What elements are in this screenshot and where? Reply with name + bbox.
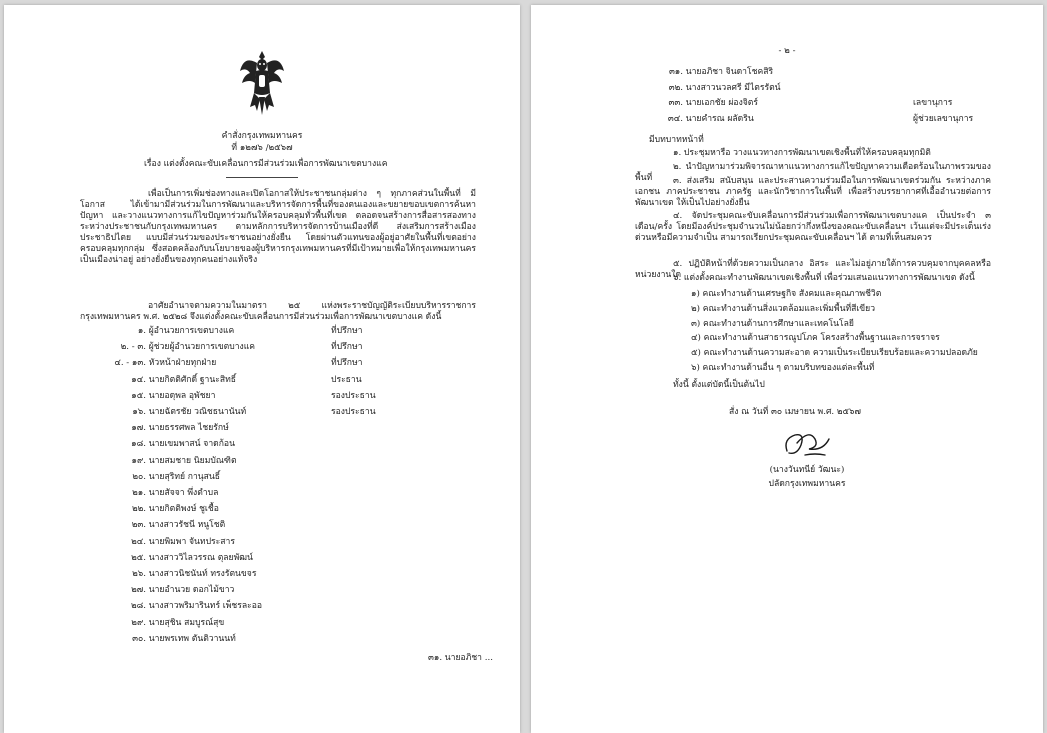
member-row bbox=[80, 537, 235, 548]
member-name: นายเขมพาสน์ จาดก้อน bbox=[148, 439, 235, 450]
member-name: นางสาวนวลศรี มีไตรรัตน์ bbox=[685, 82, 781, 93]
duties-title: มีบทบาทหน้าที่ bbox=[649, 135, 704, 145]
effective-statement: ทั้งนี้ ตั้งแต่บัดนี้เป็นต้นไป bbox=[673, 380, 765, 390]
member-name: นายอดุพล อุพัชยา bbox=[148, 390, 216, 401]
member-role: ผู้ช่วยเลขานุการ bbox=[913, 113, 974, 124]
member-number: ๒๑. bbox=[132, 488, 146, 498]
duty-item: ๔. จัดประชุมคณะขับเคลื่อนการมีส่วนร่วมเพื่อการพัฒนาเขตบางแค เป็นประจำ ๓ เดือน/ครั้ง โดยมีองค์ประชุมจำนวนไม่น้อยกว่ากึ่งหนึ่งของคณะขับเคลื่อนฯ เว้นแต่จะมีประเด็นเร่งด่วนหรือมีความจำเป็น สามารถเรียกประชุมคณะขับเคลื่อนฯ ได้ ตามที่เห็นสมควร bbox=[635, 211, 991, 243]
member-name: นายธรรศพล ไชยรักษ์ bbox=[148, 423, 229, 434]
member-row bbox=[80, 472, 220, 483]
member-name: นายพิมพา จันทประสาร bbox=[148, 536, 235, 547]
member-role: ประธาน bbox=[331, 374, 362, 385]
signature-icon bbox=[779, 425, 835, 461]
member-role: ที่ปรึกษา bbox=[331, 342, 363, 353]
working-group-item: ๔) คณะทำงานด้านสาธารณูปโภค โครงสร้างพื้นฐานและการจราจร bbox=[691, 333, 940, 344]
member-role: รองประธาน bbox=[331, 407, 376, 417]
member-name: นายสุริทย์ กานุสนธิ์ bbox=[148, 471, 221, 482]
duty-item: ๕. ปฏิบัติหน้าที่ด้วยความเป็นกลาง อิสระ และไม่อยู่ภายใต้การควบคุมจากบุคคลหรือหน่วยงานใด bbox=[635, 259, 991, 280]
signer-name: (นางวันทนีย์ วัฒนะ) bbox=[769, 465, 845, 475]
duty-item: ๒. นำปัญหามาร่วมพิจารณาหาแนวทางการแก้ไขปัญหาความเดือดร้อนในภาพรวมของพื้นที่ bbox=[635, 162, 991, 183]
working-group-item: ๖) คณะทำงานด้านอื่น ๆ ตามบริบทของแต่ละพื้นที่ bbox=[691, 363, 875, 373]
member-row bbox=[80, 374, 362, 386]
signer-title: ปลัดกรุงเทพมหานคร bbox=[768, 479, 846, 489]
member-row bbox=[80, 342, 363, 353]
working-group-item: ๒) คณะทำงานด้านสิ่งแวดล้อมและเพิ่มพื้นที่สีเขียว bbox=[691, 303, 876, 314]
garuda-emblem-icon bbox=[238, 49, 286, 119]
member-row bbox=[80, 456, 237, 467]
member-name: นางสาวรัชนี หนูโชติ bbox=[148, 520, 226, 531]
member-name: นายอำนวย ดอกไม้ขาว bbox=[148, 585, 235, 596]
member-number: ๑๘. bbox=[131, 439, 146, 450]
member-name: นางสาวนิชนันท์ ทรงรัตนขจร bbox=[148, 569, 257, 579]
member-number: ๒๒. bbox=[131, 504, 146, 515]
member-row bbox=[80, 423, 229, 434]
member-role: รองประธาน bbox=[331, 390, 376, 401]
member-number: ๑. bbox=[137, 326, 146, 336]
member-number: ๒๙. bbox=[131, 617, 146, 628]
order-subject: เรื่อง แต่งตั้งคณะขับเคลื่อนการมีส่วนร่วมเพื่อการพัฒนาเขตบางแค bbox=[144, 159, 388, 169]
member-name: ผู้อำนวยการเขตบางแค bbox=[148, 326, 235, 336]
member-name: นางสาววิไลวรรณ ตุลยพัฒน์ bbox=[148, 552, 253, 563]
member-number: ๑๕. bbox=[131, 390, 146, 401]
authority-paragraph: อาศัยอำนาจตามความในมาตรา ๒๕ แห่งพระราชบัญญัติระเบียบบริหารราชการกรุงเทพมหานคร พ.ศ. ๒๕๒๘ จึงแต่งตั้งคณะขับเคลื่อนการมีส่วนร่วมเพื่อการพัฒนาเขตบางแค ดังนี้ bbox=[80, 301, 476, 322]
member-number: ๑๙. bbox=[131, 455, 146, 466]
member-role: ที่ปรึกษา bbox=[331, 358, 363, 369]
member-row bbox=[613, 67, 773, 78]
member-name: หัวหน้าฝ่ายทุกฝ่าย bbox=[148, 358, 217, 369]
member-row bbox=[80, 390, 376, 402]
member-row bbox=[80, 520, 225, 531]
member-number: ๒๓. bbox=[131, 520, 146, 531]
member-row bbox=[80, 504, 219, 515]
member-number: ๑๔. bbox=[131, 374, 146, 385]
page-number: - ๒ - bbox=[778, 46, 796, 56]
order-date: สั่ง ณ วันที่ ๓๐ เมษายน พ.ศ. ๒๕๖๗ bbox=[729, 407, 861, 417]
member-number: ๒. - ๓. bbox=[120, 342, 146, 353]
member-row bbox=[80, 326, 363, 337]
member-number: ๓๔. bbox=[667, 113, 683, 124]
member-name: นางสาวพริมารินทร์ เพ็ชรละออ bbox=[148, 601, 263, 612]
member-number: ๓๐. bbox=[132, 633, 146, 644]
member-row bbox=[80, 439, 235, 450]
member-row bbox=[80, 569, 256, 580]
member-row bbox=[613, 113, 974, 125]
member-number: ๒๖. bbox=[132, 569, 146, 579]
member-row bbox=[80, 488, 218, 499]
member-name: นายสุชิน สมบูรณ์สุข bbox=[148, 617, 225, 628]
member-row bbox=[613, 98, 953, 109]
subject-divider bbox=[226, 177, 298, 178]
order-org: คำสั่งกรุงเทพมหานคร bbox=[221, 131, 303, 141]
member-number: ๒๘. bbox=[130, 601, 146, 612]
member-number: ๑๗. bbox=[131, 423, 146, 434]
intro-paragraph: เพื่อเป็นการเพิ่มช่องทางและเปิดโอกาสให้ประชาชนกลุ่มต่าง ๆ ทุกภาคส่วนในพื้นที่ มีโอกาส ได้เข้ามามีส่วนร่วมในการพัฒนาและบริหารจัดการพื้นที่ของตนเองและขยายขอบเขตการค้นหาปัญหา และวางแนวทางการแก้ไขปัญหาร่วมกันให้ครอบคลุมทั่วพื้นที่เขต ตลอดจนสร้างการสื่อสารสองทาง ระหว่างประชาชนกับกรุงเทพมหานคร ตามหลักการบริหารจัดการบ้านเมืองที่ดี ส่งเสริมการสร้างเมืองประชาธิปไตย แบบมีส่วนร่วมของประชาชนอย่างยั่งยืน โดยผ่านตัวแทนของผู้อยู่อาศัยในพื้นที่เขตอย่างครอบคลุมทุกกลุ่ม ซึ่งสอดคล้องกับนโยบายของผู้บริหารกรุงเทพมหานครที่มีเป้าหมายเพื่อให้กรุงเทพมหานครเป็นเมืองน่าอยู่ อย่างยั่งยืนของทุกคนอย่างแท้จริง bbox=[80, 189, 476, 265]
duty-item: ๓. ส่งเสริม สนับสนุน และประสานความร่วมมือในการพัฒนาเขตร่วมกัน ระหว่างภาคเอกชน ภาคประชาชน ภาครัฐ และนักวิชาการในพื้นที่ เพื่อสร้างบรรยากาศที่เอื้ออำนวยต่อการพัฒนาเขต ให้เป็นไปอย่างยั่งยืน bbox=[635, 176, 991, 208]
member-name: นายสมชาย นิยมบัณฑิต bbox=[148, 455, 237, 466]
member-name: ผู้ช่วยผู้อำนวยการเขตบางแค bbox=[148, 342, 256, 353]
member-name: นายฉัตรชัย วณิชธนานันท์ bbox=[148, 407, 247, 417]
member-row bbox=[613, 83, 781, 94]
member-name: นายสัจจา พึ่งตำบล bbox=[148, 488, 219, 498]
duty-item: ๑. ประชุมหารือ วางแนวทางการพัฒนาเขตเชิงพื้นที่ให้ครอบคลุมทุกมิติ bbox=[673, 148, 931, 158]
member-name: นายคำรณ ผลัดริน bbox=[685, 113, 754, 124]
member-row bbox=[80, 601, 262, 612]
member-number: ๒๐. bbox=[132, 471, 146, 482]
member-role: ที่ปรึกษา bbox=[331, 326, 363, 336]
member-number: ๒๕. bbox=[131, 552, 146, 563]
document-page-2 bbox=[531, 5, 1043, 733]
member-name: นายกิตติศักดิ์ ฐานะสิทธิ์ bbox=[148, 374, 237, 385]
duty-item: ๖. แต่งตั้งคณะทำงานพัฒนาเขตเชิงพื้นที่ เพื่อร่วมเสนอแนวทางการพัฒนาเขต ดังนี้ bbox=[673, 273, 975, 283]
member-row bbox=[80, 358, 363, 369]
member-row bbox=[80, 553, 253, 564]
member-row bbox=[80, 585, 234, 596]
member-number: ๑๖. bbox=[132, 407, 146, 417]
working-group-item: ๓) คณะทำงานด้านการศึกษาและเทคโนโลยี bbox=[691, 318, 854, 329]
member-number: ๓๓. bbox=[668, 98, 683, 108]
member-name: นายพรเทพ ตันติวานนท์ bbox=[148, 633, 236, 644]
member-number: ๓๒. bbox=[668, 82, 683, 93]
member-name: นายเอกชัย ผ่องจิตร์ bbox=[685, 98, 758, 108]
member-name: นายอภิชา จินดาโชคสิริ bbox=[685, 67, 774, 77]
member-role: เลขานุการ bbox=[913, 98, 953, 108]
member-number: ๔. - ๑๓. bbox=[114, 358, 146, 369]
continuation-note: ๓๑. นายอภิชา ... bbox=[428, 653, 493, 663]
order-number: ที่ ๑๒๗๖ /๒๕๖๗ bbox=[231, 143, 293, 153]
member-name: นายกิตติพงษ์ ชูเชื้อ bbox=[148, 504, 219, 515]
member-row bbox=[80, 407, 376, 418]
member-row bbox=[80, 634, 236, 645]
working-group-item: ๑) คณะทำงานด้านเศรษฐกิจ สังคมและคุณภาพชีวิต bbox=[691, 289, 882, 299]
member-number: ๒๗. bbox=[131, 585, 146, 596]
member-number: ๒๔. bbox=[131, 536, 146, 547]
document-page-1 bbox=[4, 5, 520, 733]
member-number: ๓๑. bbox=[668, 67, 683, 77]
working-group-item: ๕) คณะทำงานด้านความสะอาด ความเป็นระเบียบเรียบร้อยและความปลอดภัย bbox=[691, 348, 978, 359]
member-row bbox=[80, 618, 224, 629]
